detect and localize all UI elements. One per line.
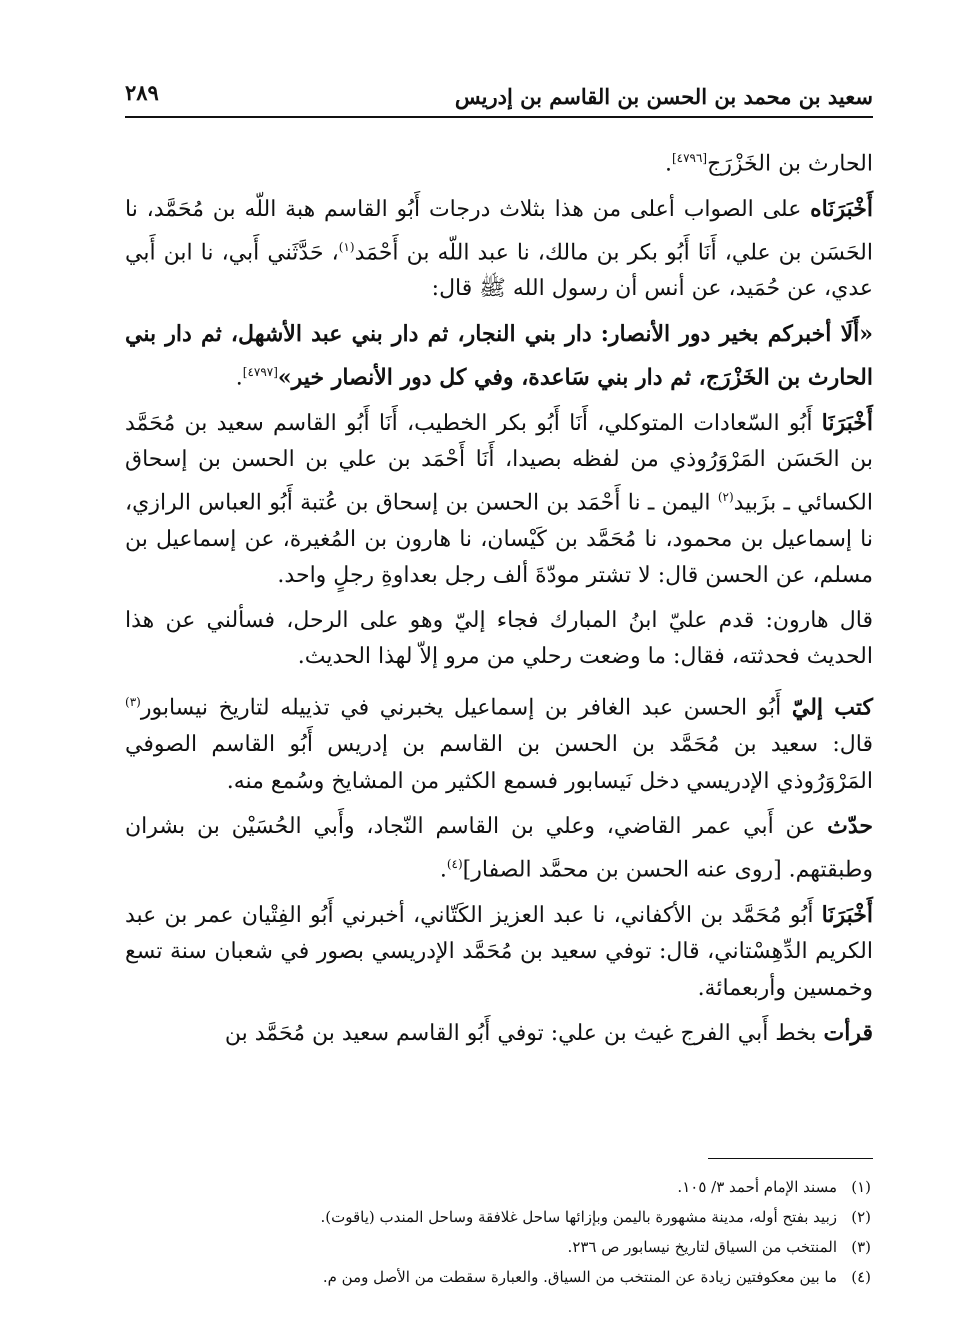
footnote-ref: (٢) <box>717 489 734 504</box>
footnote-number: (٢) <box>851 1208 871 1226</box>
footnote-number: (١) <box>851 1178 871 1196</box>
header-title: سعيد بن محمد بن الحسن بن القاسم بن إدريس <box>454 84 873 109</box>
footnote-2 <box>200 1202 871 1232</box>
paragraph-lead: كتب إليّ <box>791 694 874 721</box>
paragraph-5 <box>125 603 873 676</box>
paragraph-text: أَبُو الحسن عبد الغافر بن إسماعيل يخبرني في تذييله لتاريخ نيسابور <box>140 695 782 721</box>
paragraph-text: بخط أَبي الفرج غيث بن علي: توفي أَبُو القاسم سعيد بن مُحَمَّد بن <box>224 1021 817 1047</box>
paragraph-7 <box>125 808 873 889</box>
footnote-text: مسند الإمام أحمد ٣/ ١٠٥. <box>677 1178 837 1196</box>
paragraph-tail: قال: سعيد بن مُحَمَّد بن الحسن بن القاسم بن إدريس أَبُو القاسم الصوفي المَرْوَرُوذي الإدريسي دخل نَيسابور فسمع الكثير من المشايخ وسُمع منه. <box>125 731 873 794</box>
footnote-4 <box>200 1262 871 1292</box>
paragraph-lead: أَخْبَرَنَاه <box>810 195 873 222</box>
hadith-text: «أَلَا أخبركم بخير دور الأنصار: دار بني النجار، ثم دار بني عبد الأشهل، ثم دار بني الحارث بن الخَزْرَج، ثم دار بني سَاعدة، وفي كل دور الأنصار خير» <box>125 321 873 390</box>
footnote-1 <box>200 1172 871 1202</box>
paragraph-4 <box>125 405 873 595</box>
footnote-ref: (١) <box>338 239 355 254</box>
paragraph-text: أَبُو مُحَمَّد بن الأكفاني، نا عبد العزيز الكَتّاني، أخبرني أَبُو الفِتْيان عمر بن عبد الكريم الدِّهِسْتاني، قال: توفي سعيد بن مُحَمَّد الإدريسي بصور في شعبان سنة تسع وخمسين وأربعمائة. <box>125 902 873 1001</box>
paragraph-lead: قرأت <box>823 1020 873 1047</box>
footnote-text: ما بين معكوفتين زيادة عن المنتخب من السياق. والعبارة سقطت من الأصل ومن م. <box>322 1268 837 1286</box>
paragraph-text: عن أَبي عمر القاضي، وعلي بن القاسم النّجاد، وأَبي الحُسَيْن بن بشران وطبقتهم. [روى عنه الحسن بن محمَّد الصفار] <box>125 814 873 883</box>
paragraph-3-hadith <box>125 316 873 397</box>
paragraph-text: أَبُو السّعادات المتوكلي، أَنَا أَبُو بكر الخطيب، أَنَا أَبُو القاسم سعيد بن مُحَمَّد بن الحَسَن المَرْوَرُوذي من لفظه بصيدا، أَنَا أَحْمَد بن علي بن الحسن بن إسحاق الكسائي ـ بزَبيد <box>125 410 873 516</box>
paragraph-text: الحارث بن الخَزْرَج <box>707 151 873 177</box>
footnote-3 <box>200 1232 871 1262</box>
paragraph-tail: ، حَدَّثَني أَبي، نا ابن أَبي عدي، عن حُمَيد، عن أنس أن رسول الله ﷺ قال: <box>125 239 873 302</box>
footnotes <box>200 1172 871 1292</box>
running-header <box>125 78 873 118</box>
footnote-text: زبيد بفتح أوله، مدينة مشهورة باليمن وبإزائها ساحل غلافقة وساحل المندب (ياقوت). <box>320 1208 837 1226</box>
paragraph-lead: حدّث <box>827 813 873 840</box>
paragraph-text: على الصواب أعلى من هذا بثلاث درجات أَبُو القاسم هبة اللّه بن مُحَمَّد، نا الحَسَن بن علي، أَنَا أَبُو بكر بن مالك، نا عبد اللّه بن أَحْمَد <box>125 196 873 265</box>
paragraph-9 <box>125 1015 873 1053</box>
narration-number: [٤٧٩٧] <box>242 364 278 379</box>
paragraph-1 <box>125 140 873 183</box>
narration-number: [٤٧٩٦] <box>671 151 708 165</box>
footnote-number: (٤) <box>851 1268 871 1286</box>
paragraph-tail: . <box>439 857 447 883</box>
page-number: ٢٨٩ <box>125 80 159 105</box>
paragraph-tail: اليمن ـ نا أَحْمَد بن الحسن بن إسحاق بن عُتبة أَبُو العباس الرازي، نا إسماعيل بن محمود، نا مُحَمَّد بن كَيْسان، نا هارون بن المُغيرة، عن إسماعيل بن مسلم، عن الحسن قال: لا تشتر مودّةَ ألف رجل بعداوةِ رجلٍ واحد. <box>125 490 873 589</box>
paragraph-2 <box>125 191 873 308</box>
paragraph-tail: . <box>664 151 672 177</box>
footnote-ref: (٣) <box>125 695 141 710</box>
footnote-number: (٣) <box>851 1238 871 1256</box>
paragraph-6 <box>125 684 873 800</box>
footnote-ref: (٤) <box>446 856 463 871</box>
paragraph-lead: أَخْبَرَنَا <box>821 901 873 928</box>
paragraph-tail: . <box>235 364 243 390</box>
paragraph-lead: أَخْبَرَنَا <box>821 409 873 436</box>
paragraph-8 <box>125 897 873 1008</box>
footnote-separator <box>708 1158 873 1159</box>
paragraph-text: قال هارون: قدم عليّ ابنُ المبارك فجاء إليّ وهو على الرحل، فسألني عن هذا الحديث فحدثته، فقال: ما وضعت رحلي من مرو إلاّ لهذا الحديث. <box>125 607 873 670</box>
footnote-text: المنتخب من السياق لتاريخ نيسابور ص ٢٣٦. <box>567 1238 837 1256</box>
main-text <box>125 140 873 1061</box>
